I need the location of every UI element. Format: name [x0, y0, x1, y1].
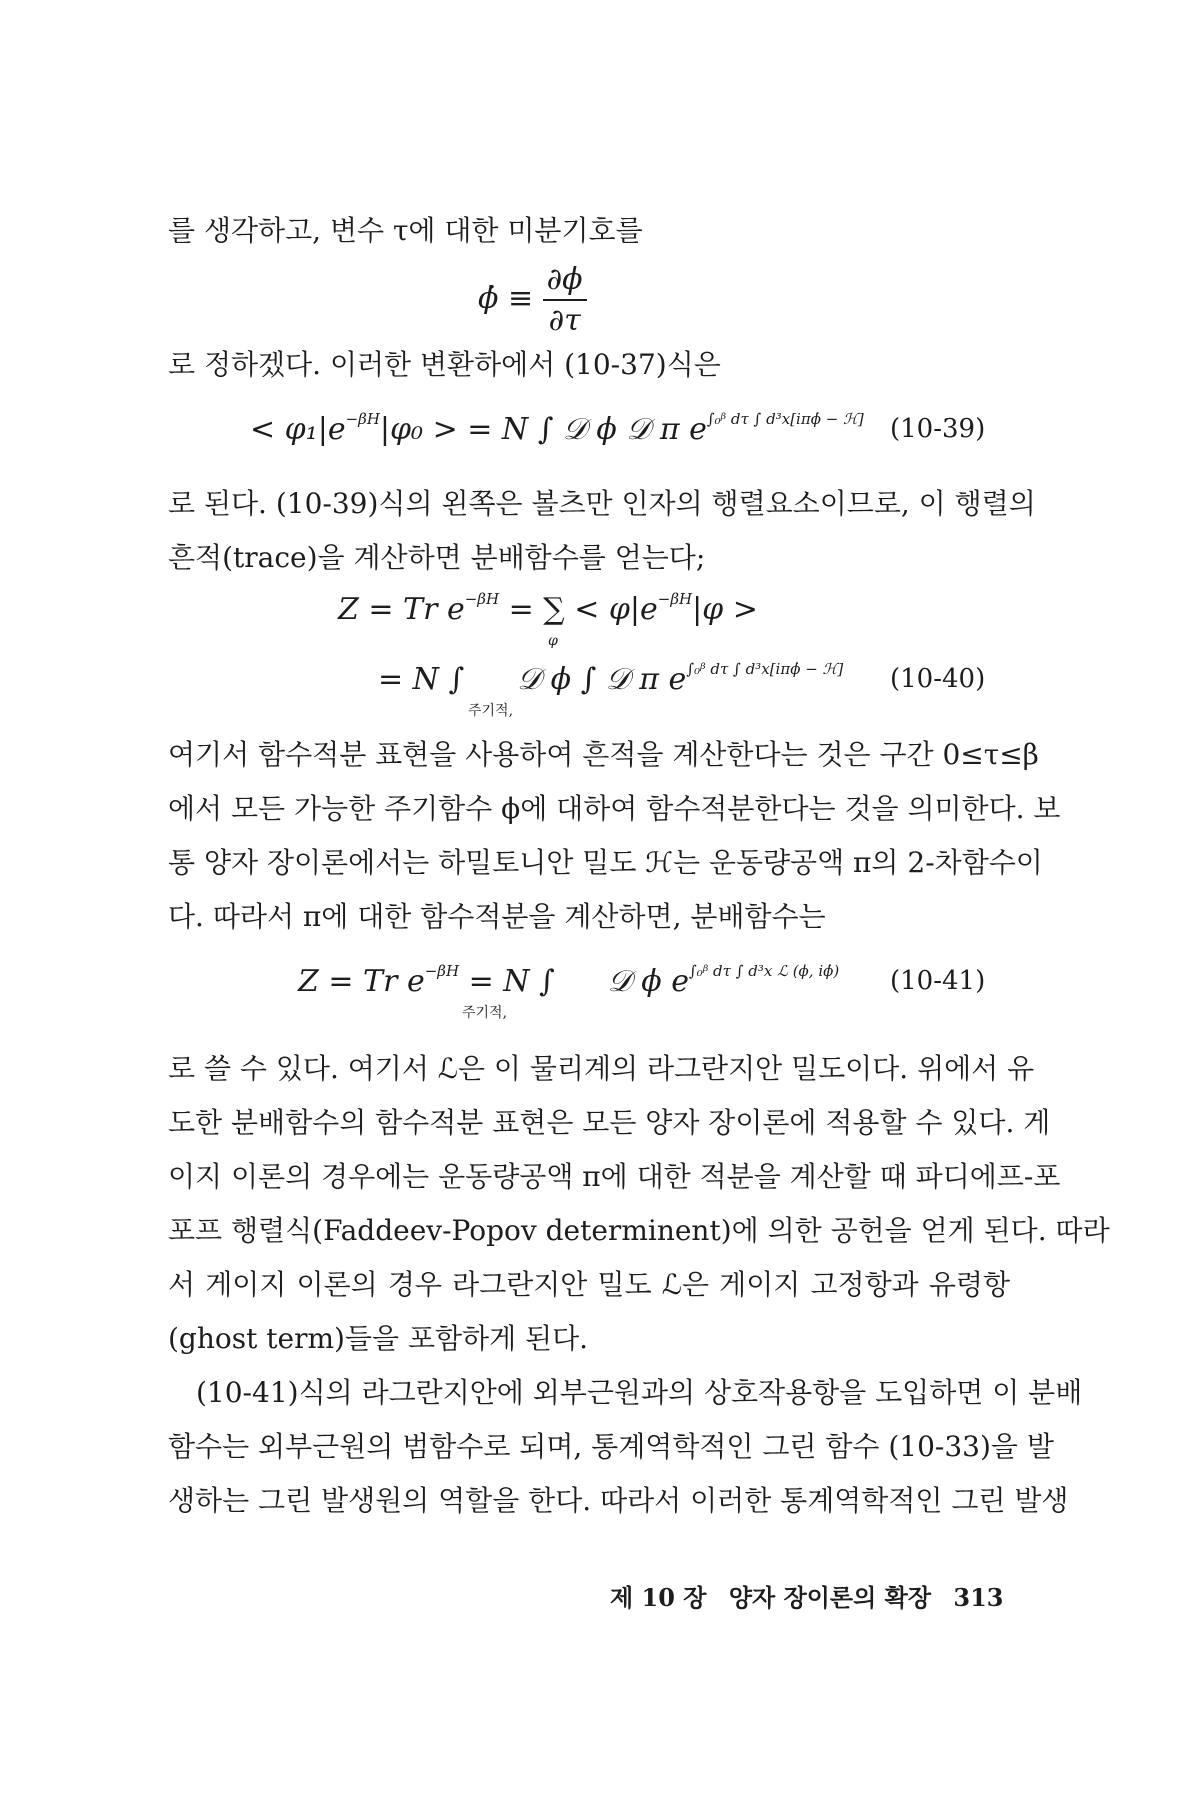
eq41-part1: Z = Tr e [298, 964, 425, 999]
equation-number-10-41: (10-41) [890, 966, 986, 996]
text-line-3: 로 된다. (10-39)식의 왼쪽은 볼츠만 인자의 행렬요소이므로, 이 행렬의 [168, 487, 1036, 520]
eq39-part2: |φ₀ > = N ∫ 𝒟 ϕ 𝒟 π e [379, 412, 707, 447]
text-line-5: 여기서 함수적분 표현을 사용하여 흔적을 계산한다는 것은 구간 0≤τ≤β [168, 738, 1039, 771]
eq40b-part1: = N ∫ [378, 662, 465, 697]
text-line-6: 에서 모든 가능한 주기함수 ϕ에 대하여 함수적분한다는 것을 의미한다. 보 [168, 792, 1061, 825]
text-line-2: 로 정하겠다. 이러한 변환하에서 (10-37)식은 [168, 348, 721, 381]
phidot-denominator: ∂τ [548, 303, 581, 338]
phidot-fraction [543, 262, 587, 338]
equation-10-40-line1 [338, 590, 758, 627]
eq40a-sum-subscript: φ [548, 633, 558, 649]
text-line-17: 생하는 그린 발생원의 역할을 한다. 따라서 이러한 통계역학적인 그린 발생 [168, 1484, 1069, 1517]
text-line-16: 함수는 외부근원의 범함수로 되며, 통계역학적인 그린 함수 (10-33)을 발 [168, 1430, 1054, 1463]
eq40a-exp2: −βH [657, 590, 693, 608]
eq41-part3: 𝒟 ϕ e [607, 964, 689, 999]
eq40a-part3: |φ > [692, 592, 758, 627]
text-line-9: 로 쓸 수 있다. 여기서 ℒ은 이 물리계의 라그란지안 밀도이다. 위에서 유 [168, 1052, 1035, 1085]
text-line-4: 흔적(trace)을 계산하면 분배함수를 얻는다; [168, 541, 706, 574]
eq41-exp1: −βH [424, 962, 460, 980]
eq41-exp2: ∫₀ᵝ dτ ∫ d³x ℒ (ϕ, iϕ̇) [688, 962, 840, 980]
text-line-12: 포프 행렬식(Faddeev-Popov determinent)에 의한 공헌을 얻게 된다. 따라 [168, 1214, 1110, 1247]
equation-10-40-line2 [378, 660, 843, 697]
text-line-13: 서 게이지 이론의 경우 라그란지안 밀도 ℒ은 게이지 고정항과 유령항 [168, 1268, 1010, 1301]
eq40a-part1: Z = Tr e [338, 592, 465, 627]
equation-number-10-40: (10-40) [890, 664, 986, 694]
phidot-lhs: ϕ̇ ≡ [478, 281, 534, 316]
eq40a-part2: = ∑ < φ|e [508, 592, 658, 627]
eq40b-part2: 𝒟 ϕ ∫ 𝒟 π e [517, 662, 687, 697]
eq41-integral-subscript: 주기적, [462, 1005, 508, 1021]
eq39-exp1: −βH [345, 410, 380, 428]
text-line-1: 를 생각하고, 변수 τ에 대한 미분기호를 [168, 214, 643, 247]
eq41-part2: = N ∫ [468, 964, 555, 999]
equation-number-10-39: (10-39) [890, 414, 986, 444]
equation-phidot [478, 262, 587, 338]
text-line-14: (ghost term)들을 포함하게 된다. [168, 1322, 589, 1355]
text-line-8: 다. 따라서 π에 대한 함수적분을 계산하면, 분배함수는 [168, 900, 826, 933]
page-number: 313 [953, 1583, 1004, 1612]
phidot-numerator: ∂ϕ [543, 262, 587, 301]
eq40a-exp1: −βH [464, 590, 500, 608]
text-line-10: 도한 분배함수의 함수적분 표현은 모든 양자 장이론에 적용할 수 있다. 게 [168, 1106, 1051, 1139]
text-line-15: (10-41)식의 라그란지안에 외부근원과의 상호작용항을 도입하면 이 분배 [196, 1376, 1083, 1409]
page-footer [610, 1578, 1018, 1613]
text-line-7: 통 양자 장이론에서는 하밀토니안 밀도 ℋ는 운동량공액 π의 2-차함수이 [168, 846, 1043, 879]
eq39-part1: < φ₁|e [250, 412, 346, 447]
eq40b-exp: ∫₀ᵝ dτ ∫ d³x[iπϕ̇ − ℋ] [686, 660, 844, 678]
footer-chapter-title: 양자 장이론의 확장 [728, 1583, 932, 1612]
equation-10-41 [298, 962, 839, 999]
eq40b-integral-subscript: 주기적, [468, 703, 514, 719]
eq39-exp2: ∫₀ᵝ dτ ∫ d³x[iπϕ̇ − ℋ] [706, 410, 864, 428]
footer-chapter: 제 10 장 [610, 1583, 707, 1612]
equation-10-39 [250, 410, 864, 447]
text-line-11: 이지 이론의 경우에는 운동량공액 π에 대한 적분을 계산할 때 파디에프-포 [168, 1160, 1061, 1193]
